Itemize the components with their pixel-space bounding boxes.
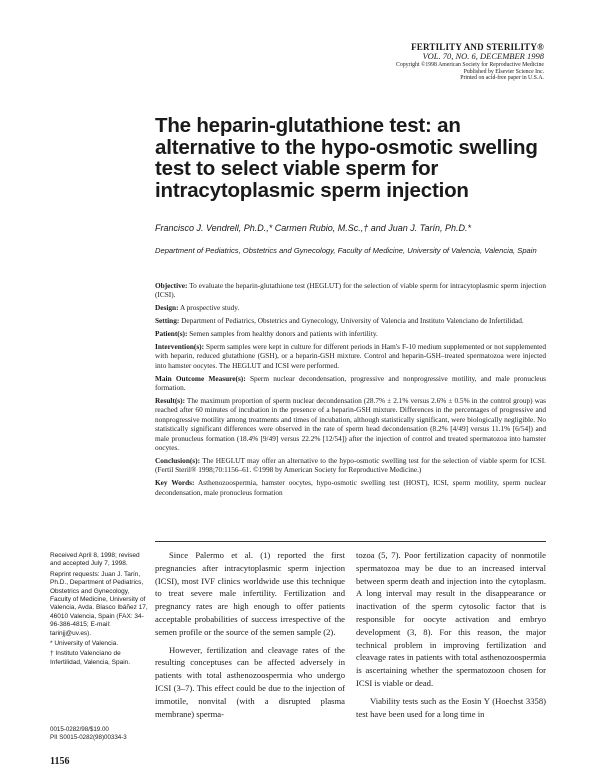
reprint-requests: Reprint requests: Juan J. Tarín, Ph.D., Department of Pediatrics, Obstetrics and Gynecology, Faculty of Medicine, University of Valencia, Avda. Blasco Ibáñez 17, 46010 Valencia, Spain (FAX: 34-96-386-4815; E-mail: tarinjj@uv.es). bbox=[50, 570, 148, 637]
copyright-line: Copyright ©1998 American Society for Reproductive Medicine bbox=[395, 62, 544, 69]
pii-code: PII S0015-0282(98)00334-3 bbox=[50, 734, 127, 741]
abstract-patients: Patient(s): Semen samples from healthy donors and patients with infertility. bbox=[155, 329, 378, 339]
printed-line: Printed on acid-free paper in U.S.A. bbox=[460, 75, 544, 82]
abstract-conclusions: Conclusion(s): The HEGLUT may offer an alternative to the hypo-osmotic swelling test for the selection of viable sperm for ICSI. (Fertil Steril® 1998;70:1156–61. ©1998 by American Society for Reproductive Medicine.) bbox=[155, 456, 546, 475]
article-title: The heparin-glutathione test: an alternative to the hypo-osmotic swelling test to select viable sperm for intracytoplasmic sperm injection bbox=[155, 114, 538, 202]
body-paragraph: Viability tests such as the Eosin Y (Hoechst 3358) test have been used for a long time in bbox=[356, 695, 546, 719]
received-dates: Received April 8, 1998; revised and accepted July 7, 1998. bbox=[50, 552, 140, 568]
affiliation: Department of Pediatrics, Obstetrics and Gynecology, Faculty of Medicine, University of Valencia, Valencia, Spain bbox=[155, 246, 537, 255]
publisher-line: Published by Elsevier Science Inc. bbox=[463, 68, 544, 75]
abstract-outcome-measures: Main Outcome Measure(s): Sperm nuclear decondensation, progressive and nonprogressive motility, and male pronucleus formation. bbox=[155, 373, 546, 393]
body-paragraph: tozoa (5, 7). Poor fertilization capacity of nonmotile spermatozoa may be due to an increased interval between sperm death and injection into the cytoplasm. A long interval may result in the disappearance or inactivation of the sperm cytosolic factor that is responsible for oocyte activation and embryo development (3, 8). For this reason, the major technical problem in improving fertilization and cleavage rates in patients with total asthenozoospermia is ascertaining whether the spermatozoon chosen for ICSI is viable or dead. bbox=[356, 550, 546, 688]
article-sidenote bbox=[50, 552, 148, 669]
abstract-setting: Setting: Department of Pediatrics, Obstetrics and Gynecology, University of Valencia and Instituto Valenciano de Infertilidad. bbox=[155, 316, 524, 326]
body-column-1 bbox=[155, 549, 345, 720]
body-paragraph: Since Palermo et al. (1) reported the first pregnancies after intracytoplasmic sperm injection (ICSI), most IVF clinics worldwide use this technique to treat severe male infertility. Fertilization and pregnancy rates are high enough to offer patients acceptable probabilities of success irrespective of the semen profile or the source of the semen sample (2). bbox=[155, 550, 345, 637]
issn-code: 0015-0282/98/$19.00 bbox=[50, 726, 109, 733]
affiliation-footnote-2: † Instituto Valenciano de Infertilidad, Valencia, Spain. bbox=[50, 650, 131, 666]
journal-volume: VOL. 70, NO. 6, DECEMBER 1998 bbox=[422, 51, 544, 62]
article-codes bbox=[50, 726, 148, 742]
author-list: Francisco J. Vendrell, Ph.D.,* Carmen Rubio, M.Sc.,† and Juan J. Tarín, Ph.D.* bbox=[155, 223, 471, 233]
abstract-objective: Objective: To evaluate the heparin-glutathione test (HEGLUT) for the selection of viable sperm for intracytoplasmic sperm injection (ICSI). bbox=[155, 281, 546, 300]
body-column-2 bbox=[356, 549, 546, 720]
journal-header bbox=[396, 42, 544, 82]
abstract-divider bbox=[155, 541, 546, 542]
abstract bbox=[155, 281, 546, 501]
abstract-keywords: Key Words: Asthenozoospermia, hamster oocytes, hypo-osmotic swelling test (HOST), ICSI, sperm motility, sperm nuclear decondensation, male pronucleus formation bbox=[155, 478, 546, 497]
affiliation-footnote-1: * University of Valencia. bbox=[50, 640, 119, 648]
abstract-results: Result(s): The maximum proportion of sperm nuclear decondensation (28.7% ± 2.1% versus 2.6% ± 0.5% in the control group) was reached after 60 minutes of incubation in the presence of a heparin-GSH mixture. Differences in the percentages of progressive and nonprogressive motility among treatments and times of incubation, although statistically significant, were biologically negligible. No statistically significant differences were observed in the rate of sperm head decondensation (8.2% [4/49] versus 11.1% [6/54]) and male pronucleus formation (18.4% [9/49] versus 22.2% [12/54]) after the injection of control and treated spermatozoa into hamster oocytes. bbox=[155, 396, 546, 453]
page-number: 1156 bbox=[50, 756, 70, 767]
body-paragraph: However, fertilization and cleavage rates of the resulting conceptuses can be affected adversely in patients with total asthenozoospermia who undergo ICSI (3–7). This effect could be due to the injection of immotile, nonvital (with a disrupted plasma membrane) sperma- bbox=[155, 644, 345, 719]
abstract-design: Design: A prospective study. bbox=[155, 303, 240, 313]
journal-name: FERTILITY AND STERILITY® bbox=[411, 42, 544, 52]
abstract-interventions: Intervention(s): Sperm samples were kept in culture for different periods in Ham's F-10 medium supplemented or not supplemented with heparin, reduced glutathione (GSH), or a heparin-GSH mixture. Control and heparin-GSH–treated spermatozoa were injected into hamster oocytes. The HEGLUT and ICSI were performed. bbox=[155, 342, 546, 370]
